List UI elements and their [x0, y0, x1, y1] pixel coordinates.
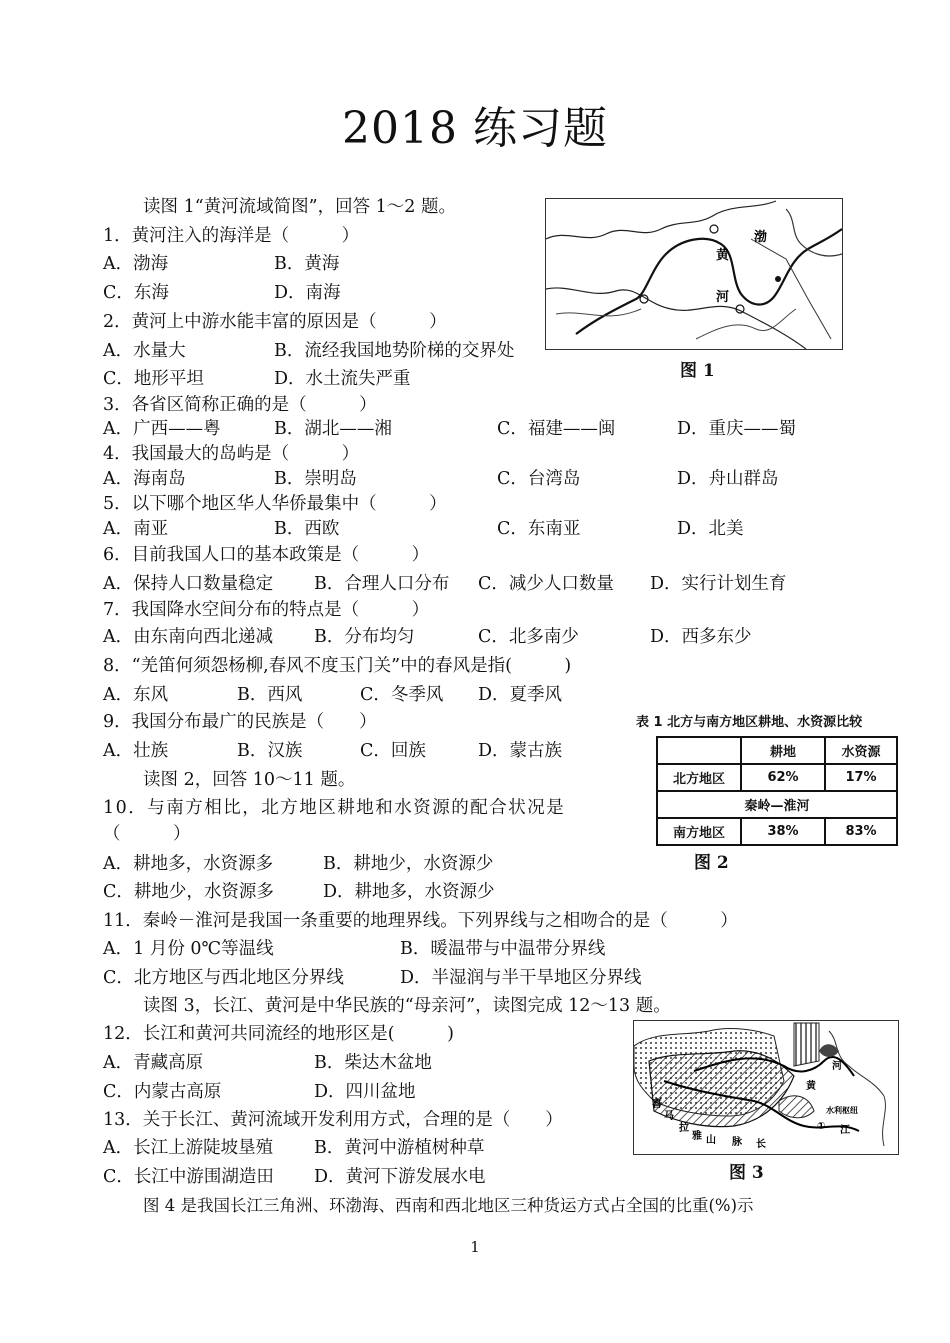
- q3-option-a[interactable]: A．广西——粤: [103, 419, 221, 439]
- q2-option-c[interactable]: C．地形平坦: [103, 369, 204, 389]
- q4-option-a[interactable]: A．海南岛: [103, 469, 186, 489]
- q3-option-d[interactable]: D．重庆——蜀: [677, 419, 797, 439]
- q3-option-c[interactable]: C．福建——闽: [497, 419, 616, 439]
- label-ya: 雅: [692, 1131, 702, 1142]
- q11-stem: 11．秦岭－淮河是我国一条重要的地理界线。下列界线与之相吻合的是（ ）: [103, 911, 738, 931]
- q3-stem: 3．各省区简称正确的是（ ）: [103, 395, 377, 415]
- south-water: 83%: [825, 818, 897, 845]
- q1-option-a[interactable]: A．渤海: [103, 254, 169, 274]
- figure-1-map: [545, 198, 843, 350]
- q6-option-b[interactable]: B．合理人口分布: [314, 574, 450, 594]
- q2-option-a[interactable]: A．水量大: [103, 341, 186, 361]
- q2-option-d[interactable]: D．水土流失严重: [274, 369, 411, 389]
- q8-option-c[interactable]: C．冬季风: [360, 685, 444, 705]
- q9-option-c[interactable]: C．回族: [360, 741, 426, 761]
- q13-option-b[interactable]: B．黄河中游植树种草: [314, 1138, 485, 1158]
- label-shan: 山: [706, 1135, 716, 1146]
- yellow-river-basin-map: [546, 199, 842, 349]
- q12-option-c[interactable]: C．内蒙古高原: [103, 1082, 222, 1102]
- q8-stem: 8．“羌笛何须怨杨柳,春风不度玉门关”中的春风是指( ): [103, 656, 572, 676]
- q9-option-b[interactable]: B．汉族: [237, 741, 303, 761]
- q8-option-d[interactable]: D．夏季风: [478, 685, 563, 705]
- label-he: 河: [716, 290, 730, 305]
- figure-2-caption: 图 2: [694, 853, 729, 873]
- q11-option-a[interactable]: A．1 月份 0℃等温线: [103, 939, 274, 959]
- q13-stem: 13．关于长江、黄河流域开发利用方式，合理的是（ ）: [103, 1110, 563, 1130]
- label-mai: 脉: [732, 1137, 742, 1148]
- q12-option-b[interactable]: B．柴达木盆地: [314, 1053, 432, 1073]
- label-dam: 水利枢纽: [826, 1106, 858, 1115]
- north-farmland: 62%: [741, 764, 825, 791]
- q9-option-a[interactable]: A．壮族: [103, 741, 169, 761]
- intro-2: 读图 2，回答 10～11 题。: [143, 770, 356, 790]
- figure-2-table: [636, 711, 908, 846]
- q1-option-d[interactable]: D．南海: [274, 283, 341, 303]
- q6-option-c[interactable]: C．减少人口数量: [478, 574, 614, 594]
- divider-qinling-huaihe: 秦岭—淮河: [657, 791, 897, 818]
- label-la: 拉: [679, 1123, 689, 1134]
- intro-3: 读图 3，长江、黄河是中华民族的“母亲河”，读图完成 12～13 题。: [143, 996, 671, 1016]
- q7-option-d[interactable]: D．西多东少: [650, 627, 752, 647]
- label-bohai: 渤: [754, 230, 768, 245]
- page-number: 1: [470, 1238, 480, 1256]
- q13-option-c[interactable]: C．长江中游围湖造田: [103, 1167, 274, 1187]
- row-south: 南方地区: [657, 818, 741, 845]
- label-he: 河: [832, 1061, 842, 1072]
- q5-option-d[interactable]: D．北美: [677, 519, 744, 539]
- comparison-table: [656, 736, 898, 846]
- bottom-text: 图 4 是我国长江三角洲、环渤海、西南和西北地区三种货运方式占全国的比重(%)示: [143, 1196, 754, 1215]
- intro-1: 读图 1“黄河流域简图”，回答 1～2 题。: [143, 197, 456, 217]
- q10-option-d[interactable]: D．耕地多，水资源少: [323, 882, 495, 902]
- south-farmland: 38%: [741, 818, 825, 845]
- q12-option-a[interactable]: A．青藏高原: [103, 1053, 204, 1073]
- q10-stem: 10．与南方相比，北方地区耕地和水资源的配合状况是: [103, 798, 566, 818]
- figure-1-caption: 图 1: [680, 361, 715, 381]
- q7-stem: 7．我国降水空间分布的特点是（ ）: [103, 600, 430, 620]
- q7-option-a[interactable]: A．由东南向西北递减: [103, 627, 274, 647]
- q6-option-a[interactable]: A．保持人口数量稳定: [103, 574, 274, 594]
- q7-option-c[interactable]: C．北多南少: [478, 627, 579, 647]
- q2-option-b[interactable]: B．流经我国地势阶梯的交界处: [274, 341, 515, 361]
- q4-option-b[interactable]: B．崇明岛: [274, 469, 357, 489]
- q2-stem: 2．黄河上中游水能丰富的原因是（ ）: [103, 312, 447, 332]
- q10-paren: （ ）: [103, 824, 191, 844]
- q1-stem: 1．黄河注入的海洋是（ ）: [103, 226, 360, 246]
- q11-option-b[interactable]: B．暖温带与中温带分界线: [400, 939, 606, 959]
- q12-option-d[interactable]: D．四川盆地: [314, 1082, 416, 1102]
- q10-option-c[interactable]: C．耕地少，水资源多: [103, 882, 274, 902]
- q5-option-c[interactable]: C．东南亚: [497, 519, 581, 539]
- q10-option-b[interactable]: B．耕地少，水资源少: [323, 854, 494, 874]
- q8-option-b[interactable]: B．西风: [237, 685, 303, 705]
- q6-option-d[interactable]: D．实行计划生育: [650, 574, 787, 594]
- q1-option-b[interactable]: B．黄海: [274, 254, 340, 274]
- table-title: 表 1 北方与南方地区耕地、水资源比较: [636, 715, 863, 730]
- q9-stem: 9．我国分布最广的民族是（ ）: [103, 712, 377, 732]
- label-circle-1: ①: [817, 1121, 826, 1132]
- q3-option-b[interactable]: B．湖北——湘: [274, 419, 392, 439]
- q5-stem: 5．以下哪个地区华人华侨最集中（ ）: [103, 494, 447, 514]
- label-jiang: 江: [840, 1125, 850, 1136]
- figure-3-caption: 图 3: [729, 1163, 764, 1183]
- q13-option-d[interactable]: D．黄河下游发展水电: [314, 1167, 486, 1187]
- label-ma: 马: [664, 1111, 674, 1122]
- label-xi: 喜: [652, 1099, 662, 1110]
- q7-option-b[interactable]: B．分布均匀: [314, 627, 415, 647]
- row-north: 北方地区: [657, 764, 741, 791]
- q8-option-a[interactable]: A．东风: [103, 685, 169, 705]
- q4-stem: 4．我国最大的岛屿是（ ）: [103, 444, 360, 464]
- label-huang: 黄: [806, 1081, 816, 1092]
- q10-option-a[interactable]: A．耕地多，水资源多: [103, 854, 274, 874]
- label-chang: 长: [756, 1139, 766, 1150]
- q4-option-c[interactable]: C．台湾岛: [497, 469, 581, 489]
- label-huang: 黄: [716, 248, 730, 263]
- q12-stem: 12．长江和黄河共同流经的地形区是( ): [103, 1024, 454, 1044]
- figure-3-map: [633, 1020, 899, 1155]
- page-title: 2018 练习题: [342, 103, 608, 154]
- q11-option-d[interactable]: D．半湿润与半干旱地区分界线: [400, 968, 642, 988]
- q5-option-a[interactable]: A．南亚: [103, 519, 169, 539]
- q6-stem: 6．目前我国人口的基本政策是（ ）: [103, 545, 430, 565]
- q5-option-b[interactable]: B．西欧: [274, 519, 340, 539]
- q11-option-c[interactable]: C．北方地区与西北地区分界线: [103, 968, 344, 988]
- col-water: 水资源: [825, 737, 897, 764]
- q4-option-d[interactable]: D．舟山群岛: [677, 469, 779, 489]
- q13-option-a[interactable]: A．长江上游陡坡垦殖: [103, 1138, 274, 1158]
- col-farmland: 耕地: [741, 737, 825, 764]
- north-water: 17%: [825, 764, 897, 791]
- q1-option-c[interactable]: C．东海: [103, 283, 169, 303]
- q9-option-d[interactable]: D．蒙古族: [478, 741, 563, 761]
- yangtze-yellow-river-map: [634, 1021, 898, 1154]
